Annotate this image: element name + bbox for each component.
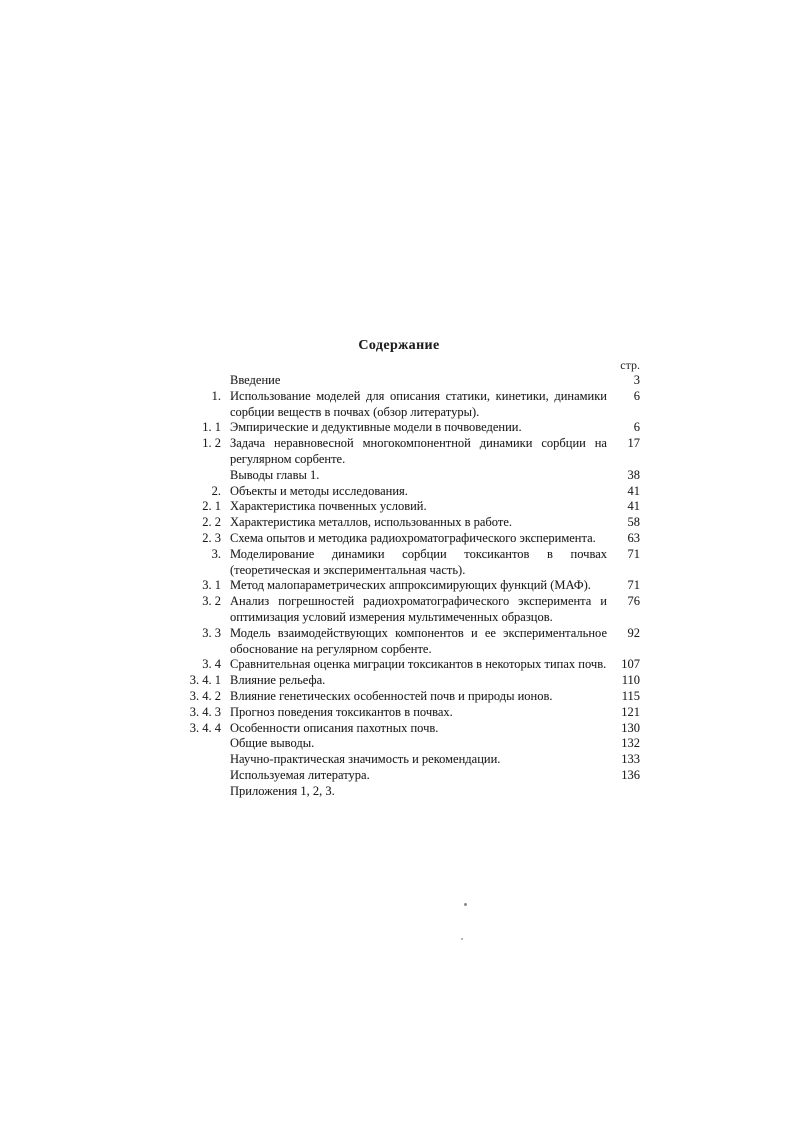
toc-entry-number: 2. <box>211 483 221 498</box>
toc-entry-title: Задача неравновесной многокомпонентной динамики сорбции на регулярном сорбенте. <box>230 436 607 466</box>
toc-entry-page: 133 <box>621 752 640 767</box>
toc-entry-number: 1. 2 <box>202 436 221 451</box>
toc-entry-title: Метод малопараметрических аппроксимирующих функций (МАФ). <box>230 578 591 593</box>
toc-entry <box>185 578 641 594</box>
toc-entry-title: Объекты и методы исследования. <box>230 483 408 498</box>
toc-entry-page: 132 <box>621 736 640 751</box>
toc-entry <box>185 484 641 500</box>
toc-entry <box>185 436 641 468</box>
toc-entry <box>185 468 641 484</box>
toc-entry-number: 1. <box>211 388 221 403</box>
toc-entry-page: 6 <box>633 388 640 403</box>
toc-entry-page: 136 <box>621 767 640 782</box>
toc-entry <box>185 689 641 705</box>
toc-entry-title: Использование моделей для описания статики, кинетики, динамики сорбции веществ в почвах (обзор литературы). <box>230 388 607 419</box>
toc-entry-page: 71 <box>627 578 640 593</box>
toc-entry-page: 71 <box>627 546 640 561</box>
toc-entry-page: 6 <box>633 420 640 435</box>
toc-entry-page: 63 <box>627 530 640 545</box>
toc-entry-page: 121 <box>621 704 640 719</box>
toc-entry-number: 3. 4. 1 <box>189 673 221 688</box>
toc-entry-page: 41 <box>627 499 640 514</box>
toc-entry-title: Общие выводы. <box>230 736 315 751</box>
scan-artifact-dot <box>461 938 463 940</box>
toc-entry-title: Используемая литература. <box>230 767 370 782</box>
toc-entry-number: 3. 1 <box>202 578 221 593</box>
toc-entry-number: 3. 2 <box>202 594 221 609</box>
toc-entry-title: Анализ погрешностей радиохроматографического эксперимента и оптимизация условий измерения мультимеченных образцов. <box>230 594 607 624</box>
toc-entry <box>185 389 641 421</box>
toc-entry-number: 2. 1 <box>202 499 221 514</box>
toc-entry-number: 3. 4. 2 <box>189 688 221 703</box>
toc-entry-page: 115 <box>621 688 640 703</box>
toc-entry-page: 38 <box>627 467 640 482</box>
toc-entry-page: 17 <box>627 436 640 451</box>
page-title: Содержание <box>358 338 440 353</box>
scan-artifact-dot <box>464 903 467 906</box>
toc-entry-title: Прогноз поведения токсикантов в почвах. <box>230 704 453 719</box>
toc-entry-number: 3. 3 <box>202 625 221 640</box>
toc-entry-title: Схема опытов и методика радиохроматографического эксперимента. <box>230 530 596 545</box>
toc-entry-title: Сравнительная оценка миграции токсикантов в некоторых типах почв. <box>230 657 607 672</box>
toc-entry-title: Влияние рельефа. <box>230 673 326 688</box>
toc-entry-title: Моделирование динамики сорбции токсикантов в почвах (теоретическая и экспериментальная часть). <box>230 546 607 577</box>
toc-entry <box>185 594 641 626</box>
toc-entry <box>185 752 641 768</box>
toc-entry <box>185 531 641 547</box>
toc-entry <box>185 515 641 531</box>
toc-entry <box>185 784 641 800</box>
toc-entry-title: Особенности описания пахотных почв. <box>230 720 439 735</box>
toc-entry <box>185 768 641 784</box>
toc-entry-title: Модель взаимодействующих компонентов и ее экспериментальное обоснование на регулярном сорбенте. <box>230 625 607 656</box>
toc-entry <box>185 705 641 721</box>
toc-entry-page: 107 <box>621 657 640 672</box>
table-of-contents <box>185 338 641 800</box>
toc-entry-number: 1. 1 <box>202 420 221 435</box>
toc-entry <box>185 657 641 673</box>
toc-entry-page: 110 <box>621 673 640 688</box>
toc-entry-title: Выводы главы 1. <box>230 467 320 482</box>
toc-entry-page: 3 <box>633 373 640 387</box>
toc-entry-number: 3. 4. 3 <box>189 704 221 719</box>
toc-entry <box>185 547 641 579</box>
toc-entry <box>185 499 641 515</box>
toc-entry-title: Научно-практическая значимость и рекомендации. <box>230 752 501 767</box>
toc-entry <box>185 721 641 737</box>
toc-entry-title: Характеристика металлов, использованных в работе. <box>230 515 513 530</box>
toc-entry-number: 2. 3 <box>202 530 221 545</box>
toc-entry-title: Приложения 1, 2, 3. <box>230 783 335 798</box>
toc-entry-page: 92 <box>627 625 640 640</box>
toc-entry-title: Характеристика почвенных условий. <box>230 499 427 514</box>
toc-entry <box>185 736 641 752</box>
toc-entry-page: 76 <box>627 594 640 609</box>
toc-entry <box>185 373 641 389</box>
toc-entry-number: 3. 4 <box>202 657 221 672</box>
toc-entry <box>185 626 641 658</box>
toc-entry-title: Влияние генетических особенностей почв и природы ионов. <box>230 688 553 703</box>
toc-entry-page: 41 <box>627 483 640 498</box>
toc-entry-page: 130 <box>621 720 640 735</box>
page-column-header: стр. <box>620 358 640 372</box>
toc-entry-number: 2. 2 <box>202 515 221 530</box>
toc-entry <box>185 420 641 436</box>
toc-entry-number: 3. 4. 4 <box>189 720 221 735</box>
toc-entry-page: 58 <box>627 515 640 530</box>
toc-list <box>185 373 641 800</box>
toc-entry-number: 3. <box>211 546 221 561</box>
toc-entry-title: Эмпирические и дедуктивные модели в почвоведении. <box>230 420 522 435</box>
toc-entry <box>185 673 641 689</box>
toc-entry-title: Введение <box>230 373 281 387</box>
